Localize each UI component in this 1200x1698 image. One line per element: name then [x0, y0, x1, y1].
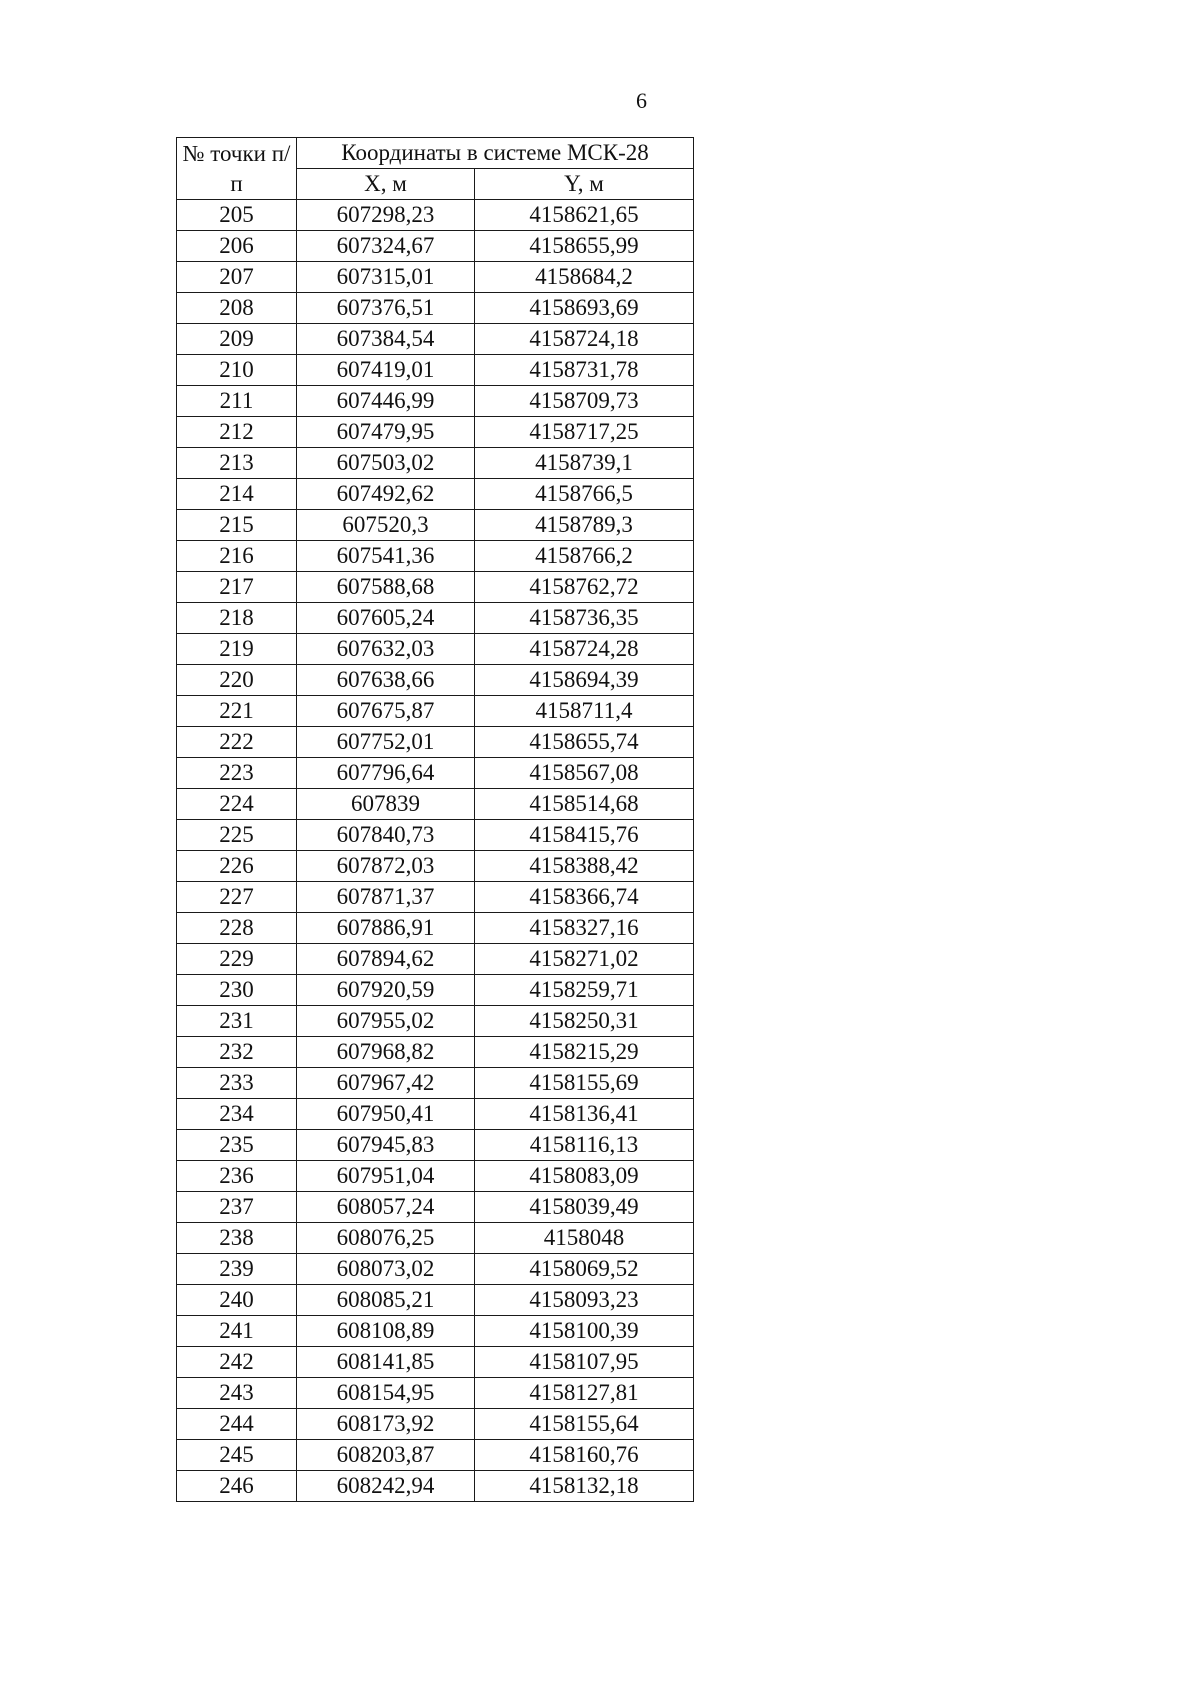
x-coordinate-cell: 608173,92 [297, 1409, 475, 1440]
point-number-cell: 217 [177, 572, 297, 603]
point-number-cell: 231 [177, 1006, 297, 1037]
x-coordinate-cell: 607479,95 [297, 417, 475, 448]
point-number-cell: 237 [177, 1192, 297, 1223]
table-row [177, 231, 694, 262]
x-coordinate-cell: 607967,42 [297, 1068, 475, 1099]
point-number-cell: 221 [177, 696, 297, 727]
point-number-cell: 227 [177, 882, 297, 913]
point-number-cell: 208 [177, 293, 297, 324]
coordinates-table [176, 137, 694, 1502]
x-coordinate-cell: 607950,41 [297, 1099, 475, 1130]
y-coordinate-cell: 4158739,1 [475, 448, 694, 479]
point-number-cell: 238 [177, 1223, 297, 1254]
x-coordinate-cell: 607871,37 [297, 882, 475, 913]
table-row [177, 1254, 694, 1285]
x-coordinate-cell: 608108,89 [297, 1316, 475, 1347]
x-coordinate-cell: 607419,01 [297, 355, 475, 386]
y-coordinate-cell: 4158048 [475, 1223, 694, 1254]
point-number-cell: 234 [177, 1099, 297, 1130]
x-coordinate-cell: 607752,01 [297, 727, 475, 758]
table-row [177, 1409, 694, 1440]
table-row [177, 1192, 694, 1223]
table-row [177, 789, 694, 820]
x-coordinate-cell: 607968,82 [297, 1037, 475, 1068]
x-coordinate-cell: 607675,87 [297, 696, 475, 727]
point-number-cell: 214 [177, 479, 297, 510]
y-coordinate-cell: 4158069,52 [475, 1254, 694, 1285]
y-coordinate-cell: 4158107,95 [475, 1347, 694, 1378]
point-number-cell: 246 [177, 1471, 297, 1502]
table-row [177, 479, 694, 510]
y-coordinate-cell: 4158567,08 [475, 758, 694, 789]
point-number-cell: 215 [177, 510, 297, 541]
table-row [177, 882, 694, 913]
table-row [177, 1440, 694, 1471]
table-row [177, 1130, 694, 1161]
x-coordinate-cell: 607605,24 [297, 603, 475, 634]
table-row [177, 1099, 694, 1130]
y-coordinate-cell: 4158083,09 [475, 1161, 694, 1192]
point-number-cell: 241 [177, 1316, 297, 1347]
table-row [177, 1471, 694, 1502]
point-number-cell: 224 [177, 789, 297, 820]
y-coordinate-cell: 4158694,39 [475, 665, 694, 696]
point-number-cell: 220 [177, 665, 297, 696]
coordinates-system-header: Координаты в системе МСК-28 [297, 138, 694, 169]
y-coordinate-cell: 4158766,2 [475, 541, 694, 572]
table-row [177, 1347, 694, 1378]
y-coordinate-cell: 4158684,2 [475, 262, 694, 293]
table-row [177, 1316, 694, 1347]
point-number-cell: 228 [177, 913, 297, 944]
point-number-cell: 223 [177, 758, 297, 789]
y-coordinate-cell: 4158711,4 [475, 696, 694, 727]
x-coordinate-cell: 607298,23 [297, 200, 475, 231]
y-coordinate-cell: 4158766,5 [475, 479, 694, 510]
y-coordinate-cell: 4158155,64 [475, 1409, 694, 1440]
x-coordinate-cell: 607945,83 [297, 1130, 475, 1161]
point-number-cell: 229 [177, 944, 297, 975]
x-coordinate-cell: 607839 [297, 789, 475, 820]
x-coordinate-cell: 607840,73 [297, 820, 475, 851]
y-coordinate-cell: 4158039,49 [475, 1192, 694, 1223]
x-coordinate-cell: 607886,91 [297, 913, 475, 944]
x-coordinate-cell: 607951,04 [297, 1161, 475, 1192]
table-row [177, 851, 694, 882]
table-row [177, 975, 694, 1006]
y-coordinate-cell: 4158327,16 [475, 913, 694, 944]
table-row [177, 634, 694, 665]
y-coordinate-cell: 4158724,18 [475, 324, 694, 355]
x-coordinate-cell: 607588,68 [297, 572, 475, 603]
table-row [177, 510, 694, 541]
point-number-cell: 243 [177, 1378, 297, 1409]
point-number-cell: 216 [177, 541, 297, 572]
table-row [177, 603, 694, 634]
point-number-cell: 225 [177, 820, 297, 851]
point-number-cell: 213 [177, 448, 297, 479]
y-column-header: Y, м [475, 169, 694, 200]
point-number-cell: 210 [177, 355, 297, 386]
table-row [177, 913, 694, 944]
y-coordinate-cell: 4158693,69 [475, 293, 694, 324]
point-number-header: № точки п/п [177, 138, 297, 200]
table-row [177, 1223, 694, 1254]
point-number-cell: 222 [177, 727, 297, 758]
point-number-cell: 206 [177, 231, 297, 262]
point-number-cell: 205 [177, 200, 297, 231]
point-number-cell: 233 [177, 1068, 297, 1099]
y-coordinate-cell: 4158100,39 [475, 1316, 694, 1347]
y-coordinate-cell: 4158717,25 [475, 417, 694, 448]
point-number-cell: 230 [177, 975, 297, 1006]
table-body [177, 200, 694, 1502]
table-row [177, 1006, 694, 1037]
x-coordinate-cell: 608154,95 [297, 1378, 475, 1409]
x-coordinate-cell: 608073,02 [297, 1254, 475, 1285]
y-coordinate-cell: 4158127,81 [475, 1378, 694, 1409]
point-number-cell: 240 [177, 1285, 297, 1316]
point-number-cell: 244 [177, 1409, 297, 1440]
table-row [177, 386, 694, 417]
x-coordinate-cell: 607324,67 [297, 231, 475, 262]
y-coordinate-cell: 4158250,31 [475, 1006, 694, 1037]
table-row [177, 417, 694, 448]
x-coordinate-cell: 607384,54 [297, 324, 475, 355]
y-coordinate-cell: 4158415,76 [475, 820, 694, 851]
point-number-cell: 212 [177, 417, 297, 448]
table-row [177, 1378, 694, 1409]
x-coordinate-cell: 608057,24 [297, 1192, 475, 1223]
x-coordinate-cell: 607796,64 [297, 758, 475, 789]
x-coordinate-cell: 607872,03 [297, 851, 475, 882]
page-number: 6 [636, 88, 647, 113]
x-coordinate-cell: 607920,59 [297, 975, 475, 1006]
table-row [177, 1161, 694, 1192]
y-coordinate-cell: 4158621,65 [475, 200, 694, 231]
x-coordinate-cell: 608141,85 [297, 1347, 475, 1378]
table-row [177, 572, 694, 603]
y-coordinate-cell: 4158366,74 [475, 882, 694, 913]
x-coordinate-cell: 607638,66 [297, 665, 475, 696]
point-number-cell: 209 [177, 324, 297, 355]
point-number-cell: 236 [177, 1161, 297, 1192]
y-coordinate-cell: 4158655,99 [475, 231, 694, 262]
table-row [177, 665, 694, 696]
x-coordinate-cell: 607955,02 [297, 1006, 475, 1037]
x-coordinate-cell: 607520,3 [297, 510, 475, 541]
point-number-cell: 245 [177, 1440, 297, 1471]
table-row [177, 448, 694, 479]
point-number-cell: 242 [177, 1347, 297, 1378]
y-coordinate-cell: 4158160,76 [475, 1440, 694, 1471]
y-coordinate-cell: 4158116,13 [475, 1130, 694, 1161]
table-row [177, 1285, 694, 1316]
point-number-cell: 218 [177, 603, 297, 634]
point-number-cell: 232 [177, 1037, 297, 1068]
table-row [177, 820, 694, 851]
point-number-cell: 239 [177, 1254, 297, 1285]
table-row [177, 262, 694, 293]
y-coordinate-cell: 4158731,78 [475, 355, 694, 386]
table-row [177, 727, 694, 758]
y-coordinate-cell: 4158655,74 [475, 727, 694, 758]
y-coordinate-cell: 4158215,29 [475, 1037, 694, 1068]
x-coordinate-cell: 608242,94 [297, 1471, 475, 1502]
y-coordinate-cell: 4158388,42 [475, 851, 694, 882]
x-coordinate-cell: 608085,21 [297, 1285, 475, 1316]
y-coordinate-cell: 4158132,18 [475, 1471, 694, 1502]
point-number-cell: 226 [177, 851, 297, 882]
x-coordinate-cell: 607541,36 [297, 541, 475, 572]
y-coordinate-cell: 4158136,41 [475, 1099, 694, 1130]
y-coordinate-cell: 4158271,02 [475, 944, 694, 975]
y-coordinate-cell: 4158724,28 [475, 634, 694, 665]
x-column-header: X, м [297, 169, 475, 200]
table-row [177, 696, 694, 727]
x-coordinate-cell: 607376,51 [297, 293, 475, 324]
table-row [177, 200, 694, 231]
table-row [177, 355, 694, 386]
x-coordinate-cell: 607315,01 [297, 262, 475, 293]
x-coordinate-cell: 608076,25 [297, 1223, 475, 1254]
y-coordinate-cell: 4158709,73 [475, 386, 694, 417]
y-coordinate-cell: 4158093,23 [475, 1285, 694, 1316]
table-row [177, 758, 694, 789]
point-number-cell: 207 [177, 262, 297, 293]
x-coordinate-cell: 607894,62 [297, 944, 475, 975]
x-coordinate-cell: 607503,02 [297, 448, 475, 479]
x-coordinate-cell: 607492,62 [297, 479, 475, 510]
y-coordinate-cell: 4158736,35 [475, 603, 694, 634]
point-number-cell: 219 [177, 634, 297, 665]
point-number-cell: 235 [177, 1130, 297, 1161]
y-coordinate-cell: 4158155,69 [475, 1068, 694, 1099]
y-coordinate-cell: 4158514,68 [475, 789, 694, 820]
table-row [177, 944, 694, 975]
x-coordinate-cell: 608203,87 [297, 1440, 475, 1471]
table-row [177, 541, 694, 572]
table-row [177, 1037, 694, 1068]
table-row [177, 293, 694, 324]
x-coordinate-cell: 607446,99 [297, 386, 475, 417]
y-coordinate-cell: 4158762,72 [475, 572, 694, 603]
x-coordinate-cell: 607632,03 [297, 634, 475, 665]
table-row [177, 324, 694, 355]
table-row [177, 1068, 694, 1099]
y-coordinate-cell: 4158259,71 [475, 975, 694, 1006]
y-coordinate-cell: 4158789,3 [475, 510, 694, 541]
point-number-cell: 211 [177, 386, 297, 417]
